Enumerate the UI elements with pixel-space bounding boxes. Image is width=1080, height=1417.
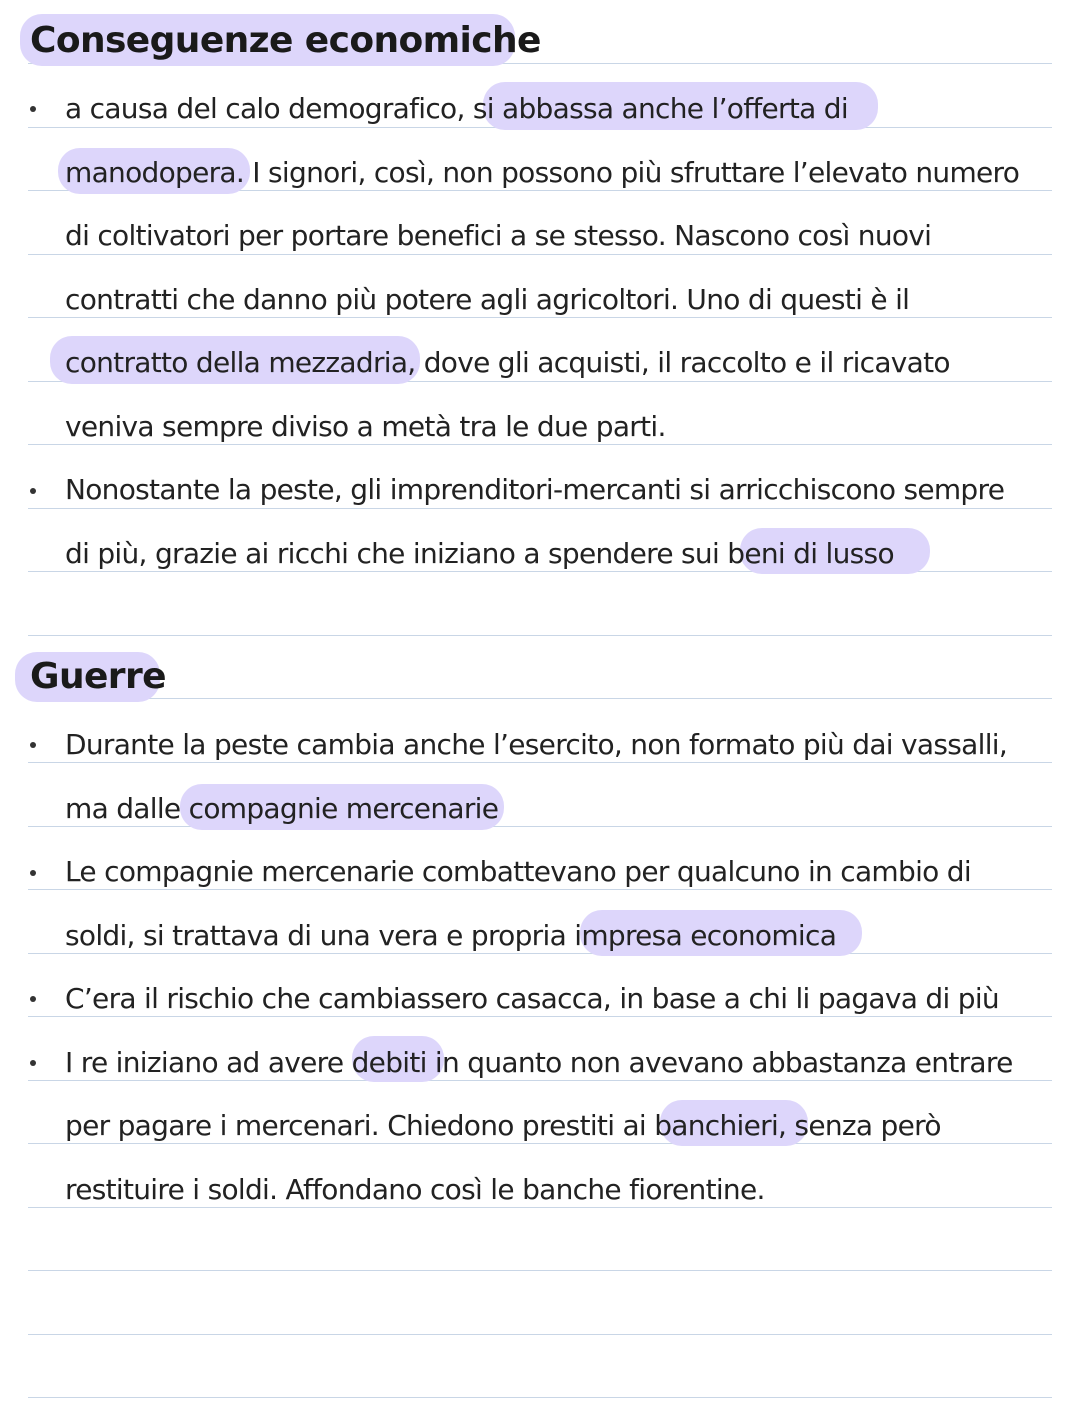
bullet-point: [30, 870, 36, 876]
bullet-point: [30, 106, 36, 112]
bullet-point: [30, 742, 36, 748]
text-line: C’era il rischio che cambiassero casacca, in base a chi li pagava di più: [65, 982, 999, 1015]
text-line: di coltivatori per portare benefici a se stesso. Nascono così nuovi: [65, 219, 932, 252]
notebook-rule: [28, 698, 1052, 699]
text-line: restituire i soldi. Affondano così le banche fiorentine.: [65, 1173, 765, 1206]
text-line: a causa del calo demografico, si abbassa anche l’offerta di: [65, 92, 848, 125]
text-line: contratti che danno più potere agli agricoltori. Uno di questi è il: [65, 283, 910, 316]
text-line: Nonostante la peste, gli imprenditori-mercanti si arricchiscono sempre: [65, 473, 1005, 506]
bullet-point: [30, 488, 36, 494]
text-line: Durante la peste cambia anche l’esercito, non formato più dai vassalli,: [65, 728, 1008, 761]
text-line: contratto della mezzadria, dove gli acquisti, il raccolto e il ricavato: [65, 346, 950, 379]
text-line: soldi, si trattava di una vera e propria impresa economica: [65, 919, 837, 952]
text-line: veniva sempre diviso a metà tra le due parti.: [65, 410, 666, 443]
section-heading-conseguenze: Conseguenze economiche: [30, 20, 541, 61]
bullet-point: [30, 996, 36, 1002]
notebook-rule: [28, 1270, 1052, 1271]
text-line: I re iniziano ad avere debiti in quanto non avevano abbastanza entrare: [65, 1046, 1013, 1079]
notebook-rule: [28, 1397, 1052, 1398]
bullet-point: [30, 1060, 36, 1066]
text-line: di più, grazie ai ricchi che iniziano a spendere sui beni di lusso: [65, 537, 894, 570]
text-line: ma dalle compagnie mercenarie: [65, 792, 499, 825]
text-line: Le compagnie mercenarie combattevano per qualcuno in cambio di: [65, 855, 971, 888]
notebook-rule: [28, 635, 1052, 636]
text-line: per pagare i mercenari. Chiedono prestiti ai banchieri, senza però: [65, 1109, 941, 1142]
notebook-rule: [28, 1334, 1052, 1335]
section-heading-guerre: Guerre: [30, 656, 166, 697]
text-line: manodopera. I signori, così, non possono più sfruttare l’elevato numero: [65, 156, 1020, 189]
